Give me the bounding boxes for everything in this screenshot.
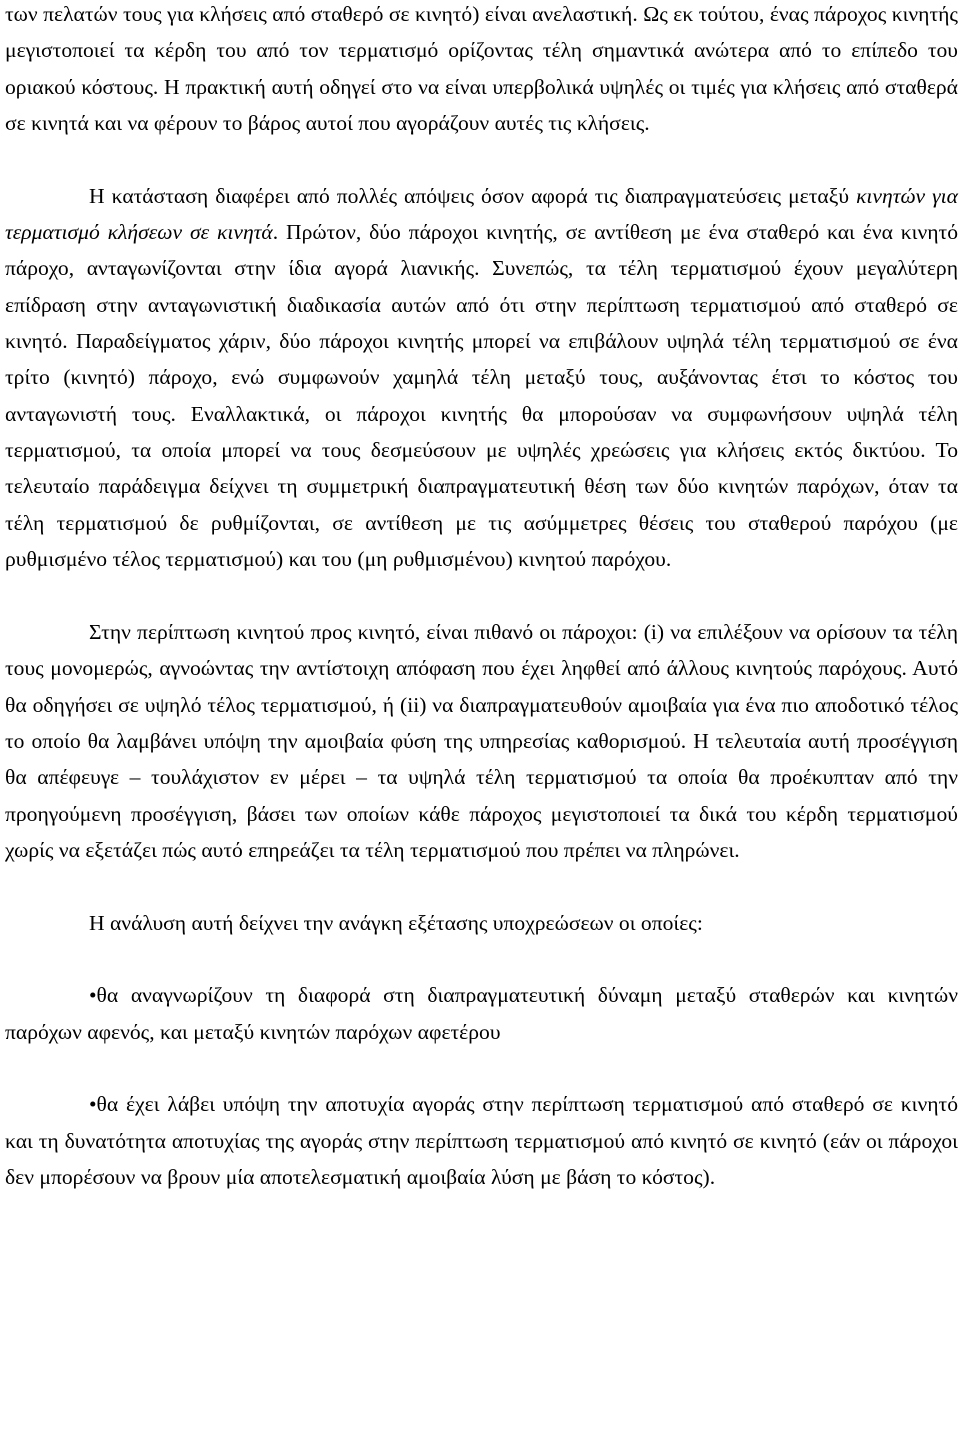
paragraph-4 bbox=[5, 905, 958, 941]
paragraph-2-text-a: Η κατάσταση διαφέρει από πολλές απόψεις όσον αφορά τις διαπραγματεύσεις μεταξύ bbox=[89, 183, 857, 208]
document-body bbox=[5, 0, 958, 1195]
paragraph-1 bbox=[5, 0, 958, 141]
paragraph-2-italic-phrase: κινητών για τερματισμό κλήσεων σε κινητά bbox=[5, 183, 958, 245]
bullet-item-1-text: •θα αναγνωρίζουν τη διαφορά στη διαπραγματευτική δύναμη μεταξύ σταθερών και κινητών παρόχων αφενός, και μεταξύ κινητών παρόχων αφετέρου bbox=[5, 983, 958, 1044]
paragraph-3-text: Στην περίπτωση κινητού προς κινητό, είναι πιθανό οι πάροχοι: (i) να επιλέξουν να ορίσουν τα τέλη τους μονομερώς, αγνοώντας την αντίστοιχη απόφαση που έχει ληφθεί από άλλους κινητούς παρόχους. Αυτό θα οδηγήσει σε υψηλό τέλος τερματισμού, ή (ii) να διαπραγματευθούν αμοιβαία για ένα πιο αποδοτικό τέλος το οποίο θα λαμβάνει υπόψη την αμοιβαία φύση της υπηρεσίας καθορισμού. Η τελευταία αυτή προσέγγιση θα απέφευγε – τουλάχιστον εν μέρει – τα υψηλά τέλη τερματισμού τα οποία θα προέκυπταν από την προηγούμενη προσέγγιση, βάσει των οποίων κάθε πάροχος μεγιστοποιεί τα δικά του κέρδη τερματισμού χωρίς να εξετάζει πώς αυτό επηρεάζει τα τέλη τερματισμού που πρέπει να πληρώνει. bbox=[5, 619, 958, 862]
bullet-item-2 bbox=[5, 1086, 958, 1195]
paragraph-1-text: των πελατών τους για κλήσεις από σταθερό σε κινητό) είναι ανελαστική. Ως εκ τούτου, ένας πάροχος κινητής μεγιστοποιεί τα κέρδη του από τον τερματισμό ορίζοντας τέλη σημαντικά ανώτερα από το επίπεδο του οριακού κόστους. Η πρακτική αυτή οδηγεί στο να είναι υπερβολικά υψηλές οι τιμές για κλήσεις από σταθερά σε κινητά και να φέρουν το βάρος αυτοί που αγοράζουν αυτές τις κλήσεις. bbox=[5, 2, 958, 136]
paragraph-4-text: Η ανάλυση αυτή δείχνει την ανάγκη εξέτασης υποχρεώσεων οι οποίες: bbox=[89, 910, 703, 935]
paragraph-2 bbox=[5, 178, 958, 578]
bullet-item-2-text: •θα έχει λάβει υπόψη την αποτυχία αγοράς στην περίπτωση τερματισμού από σταθερό σε κινητό και τη δυνατότητα αποτυχίας της αγοράς στην περίπτωση τερματισμού από κινητό σε κινητό (εάν οι πάροχοι δεν μπορέσουν να βρουν μία αποτελεσματική αμοιβαία λύση με βάση το κόστος). bbox=[5, 1092, 958, 1189]
paragraph-2-text-b: . Πρώτον, δύο πάροχοι κινητής, σε αντίθεση με ένα σταθερό και ένα κινητό πάροχο, ανταγωνίζονται στην ίδια αγορά λιανικής. Συνεπώς, τα τέλη τερματισμού έχουν μεγαλύτερη επίδραση στην ανταγωνιστική διαδικασία αυτών από ότι στην περίπτωση τερματισμού από σταθερό σε κινητό. Παραδείγματος χάριν, δύο πάροχοι κινητής μπορεί να επιβάλουν υψηλά τέλη τερματισμού σε ένα τρίτο (κινητό) πάροχο, ενώ συμφωνούν χαμηλά τέλη μεταξύ τους, αυξάνοντας έτσι το κόστος του ανταγωνιστή τους. Εναλλακτικά, οι πάροχοι κινητής θα μπορούσαν να συμφωνήσουν υψηλά τέλη τερματισμού, τα οποία μπορεί να τους δεσμεύσουν με υψηλές χρεώσεις για κλήσεις εκτός δικτύου. Το τελευταίο παράδειγμα δείχνει τη συμμετρική διαπραγματευτική θέση των δύο κινητών παρόχων, όταν τα τέλη τερματισμού δε ρυθμίζονται, σε αντίθεση με τις ασύμμετρες θέσεις του σταθερού παρόχου (με ρυθμισμένο τέλος τερματισμού) και του (μη ρυθμισμένου) κινητού παρόχου. bbox=[5, 220, 958, 572]
paragraph-3 bbox=[5, 614, 958, 868]
bullet-item-1 bbox=[5, 977, 958, 1050]
